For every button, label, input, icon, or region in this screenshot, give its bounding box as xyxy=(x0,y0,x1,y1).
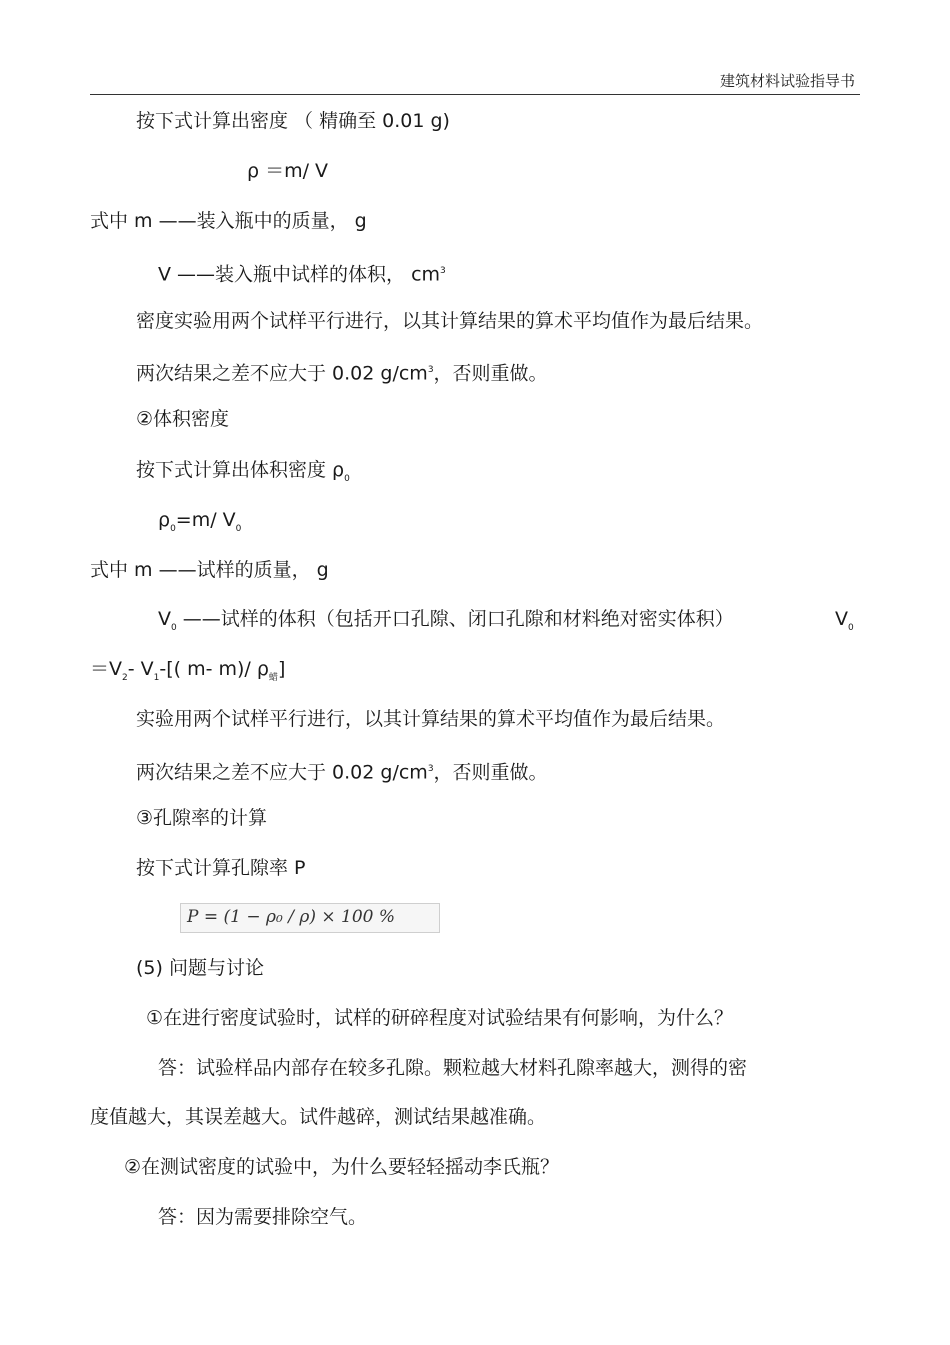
cubic-superscript: 3 xyxy=(440,266,446,276)
v0-trailing-symbol: V xyxy=(835,608,848,630)
rho-subscript: 0 xyxy=(344,473,350,484)
answer-2: 答：因为需要排除空气。 xyxy=(158,1206,368,1228)
density-parallel-note: 密度实验用两个试样平行进行，以其计算结果的算术平均值作为最后结果。 xyxy=(136,310,764,332)
v1-subscript: 1 xyxy=(153,672,160,683)
v2-subscript: 2 xyxy=(122,672,128,683)
where-v-volume-text: V ——装入瓶中试样的体积， cm xyxy=(158,263,441,286)
page-header-title: 建筑材料试验指导书 xyxy=(719,72,855,90)
cubic-superscript: 3 xyxy=(427,365,434,375)
bulk-density-heading: ②体积密度 xyxy=(136,408,230,430)
where-m-sample-mass: 式中 m ——试样的质量， g xyxy=(90,559,329,581)
header-rule xyxy=(90,94,860,95)
where-v0-volume xyxy=(158,606,734,641)
cubic-superscript: 3 xyxy=(427,764,434,774)
v0-eq-part2: - V xyxy=(127,658,154,680)
porosity-formula-image: P = (1 − ρ₀ / ρ) × 100 % xyxy=(180,903,440,933)
question-2: ②在测试密度的试验中，为什么要轻轻摇动李氏瓶？ xyxy=(124,1156,560,1178)
answer-1-line-2: 度值越大，其误差越大。试件越碎，测试结果越准确。 xyxy=(90,1106,547,1128)
v0-equation xyxy=(90,656,285,691)
bulk-tolerance xyxy=(136,756,548,785)
bulk-density-intro xyxy=(136,457,350,492)
discussion-heading: (5) 问题与讨论 xyxy=(136,957,264,979)
question-1: ①在进行密度试验时，试样的研碎程度对试验结果有何影响，为什么？ xyxy=(146,1007,734,1029)
v0-trailing-subscript: 0 xyxy=(848,622,854,633)
bulk-parallel-note: 实验用两个试样平行进行，以其计算结果的算术平均值作为最后结果。 xyxy=(136,708,726,730)
density-formula-intro: 按下式计算出密度 （ 精确至 0.01 g) xyxy=(136,110,450,132)
v0-subscript: 0 xyxy=(171,622,177,633)
wax-subscript: 蜡 xyxy=(268,672,278,683)
rho-subscript: 0 xyxy=(170,523,176,534)
where-m-mass: 式中 m ——装入瓶中的质量， g xyxy=(90,210,367,232)
density-formula: ρ ＝m/ V xyxy=(247,160,329,182)
v-subscript: 0 xyxy=(235,523,242,534)
where-v-volume xyxy=(158,258,446,287)
v0-eq-part3: -[( m- m)/ ρ xyxy=(159,658,269,680)
bulk-tolerance-end: ，否则重做。 xyxy=(433,761,548,784)
porosity-intro: 按下式计算孔隙率 P xyxy=(136,857,306,879)
v0-eq-part1: ＝V xyxy=(90,658,122,680)
bulk-density-formula xyxy=(158,507,241,542)
answer-1-line-1: 答：试验样品内部存在较多孔隙。颗粒越大材料孔隙率越大，测得的密 xyxy=(158,1057,748,1079)
density-tolerance-end: ，否则重做。 xyxy=(433,362,548,385)
porosity-heading: ③孔隙率的计算 xyxy=(136,807,268,829)
bulk-density-intro-text: 按下式计算出体积密度 ρ xyxy=(136,459,345,481)
where-v0-text: ——试样的体积（包括开口孔隙、闭口孔隙和材料绝对密实体积） xyxy=(176,608,734,630)
density-tolerance-text: 两次结果之差不应大于 0.02 g/cm xyxy=(136,362,428,385)
v0-trailing xyxy=(835,606,854,641)
density-tolerance xyxy=(136,357,548,386)
v0-eq-part4: ] xyxy=(277,658,286,680)
bulk-density-formula-rest: =m/ V xyxy=(175,509,236,531)
rho-symbol: ρ xyxy=(158,509,171,531)
bulk-tolerance-text: 两次结果之差不应大于 0.02 g/cm xyxy=(136,761,428,784)
v0-symbol: V xyxy=(158,608,171,630)
